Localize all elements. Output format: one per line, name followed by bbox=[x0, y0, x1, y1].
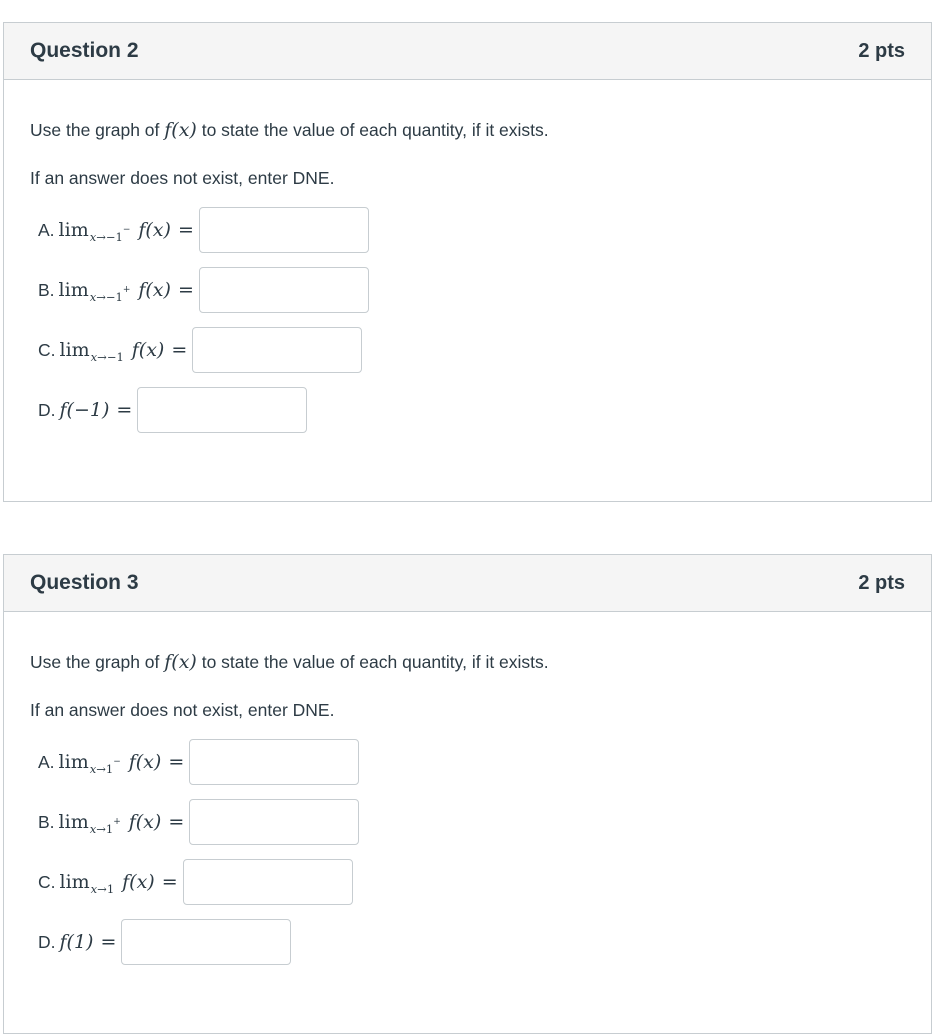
part-a bbox=[38, 207, 369, 253]
question-2-card bbox=[3, 22, 932, 502]
prompt-text-after: to state the value of each quantity, if it exists. bbox=[196, 120, 549, 140]
answer-input[interactable] bbox=[121, 919, 291, 965]
func-expr: f(−1) bbox=[59, 399, 110, 421]
prompt-func: f bbox=[164, 651, 172, 673]
part-letter: A. bbox=[38, 219, 55, 240]
sub-val: 1 bbox=[106, 881, 115, 896]
part-c bbox=[38, 859, 353, 905]
func-expr: f(x) bbox=[131, 339, 165, 361]
sub-arrow: → bbox=[97, 349, 107, 364]
part-letter: D. bbox=[38, 931, 56, 952]
sub-var: x bbox=[89, 229, 97, 244]
equals-sign: = bbox=[177, 279, 194, 301]
func-expr: f(x) bbox=[122, 871, 155, 893]
part-d bbox=[38, 919, 291, 965]
lim-subscript bbox=[89, 224, 131, 244]
part-letter: B. bbox=[38, 279, 55, 300]
answer-input[interactable] bbox=[199, 267, 369, 313]
question-3-card bbox=[3, 554, 932, 1034]
lim-text: lim bbox=[59, 871, 90, 893]
lim-subscript bbox=[89, 284, 131, 304]
lim-subscript bbox=[89, 756, 121, 776]
answer-input[interactable] bbox=[192, 327, 362, 373]
equals-sign: = bbox=[116, 399, 133, 421]
part-letter: A. bbox=[38, 751, 55, 772]
prompt-text-before: Use the graph of bbox=[30, 652, 165, 672]
func-expr: f(x) bbox=[138, 279, 171, 301]
prompt-arg: (x) bbox=[171, 119, 197, 141]
lim-text: lim bbox=[59, 339, 90, 361]
sub-dir: + bbox=[122, 284, 131, 295]
part-b bbox=[38, 267, 369, 313]
prompt-func: f bbox=[164, 119, 172, 141]
sub-val: −1 bbox=[106, 349, 124, 364]
func-expr: f(x) bbox=[138, 219, 171, 241]
question-instruction: If an answer does not exist, enter DNE. bbox=[30, 168, 335, 188]
part-a bbox=[38, 739, 359, 785]
answer-input[interactable] bbox=[189, 739, 359, 785]
sub-var: x bbox=[90, 349, 98, 364]
sub-arrow: → bbox=[96, 821, 106, 836]
part-letter: C. bbox=[38, 871, 56, 892]
sub-dir: + bbox=[113, 816, 121, 827]
sub-var: x bbox=[89, 821, 97, 836]
sub-dir: − bbox=[113, 756, 121, 767]
question-prompt bbox=[30, 119, 549, 141]
part-c bbox=[38, 327, 362, 373]
question-prompt bbox=[30, 651, 549, 673]
equals-sign: = bbox=[168, 811, 185, 833]
sub-val: 1 bbox=[105, 761, 114, 776]
lim-text: lim bbox=[58, 811, 89, 833]
lim-text: lim bbox=[58, 279, 89, 301]
lim-subscript bbox=[91, 349, 124, 364]
answer-input[interactable] bbox=[183, 859, 353, 905]
lim-subscript bbox=[91, 881, 114, 896]
part-letter: C. bbox=[38, 339, 56, 360]
prompt-text-after: to state the value of each quantity, if it exists. bbox=[196, 652, 549, 672]
part-d bbox=[38, 387, 307, 433]
question-title: Question 2 bbox=[30, 39, 139, 62]
func-expr: f(x) bbox=[128, 751, 162, 773]
prompt-text-before: Use the graph of bbox=[30, 120, 165, 140]
lim-text: lim bbox=[58, 219, 89, 241]
sub-var: x bbox=[89, 761, 97, 776]
question-header bbox=[4, 555, 931, 612]
equals-sign: = bbox=[168, 751, 185, 773]
sub-arrow: → bbox=[96, 229, 106, 244]
question-instruction: If an answer does not exist, enter DNE. bbox=[30, 700, 335, 720]
question-header bbox=[4, 23, 931, 80]
sub-arrow: → bbox=[96, 761, 106, 776]
question-title: Question 3 bbox=[30, 571, 139, 594]
part-letter: D. bbox=[38, 399, 56, 420]
func-expr: f(1) bbox=[59, 931, 94, 953]
sub-dir: − bbox=[122, 224, 131, 235]
lim-subscript bbox=[89, 816, 121, 836]
lim-text: lim bbox=[58, 751, 89, 773]
sub-var: x bbox=[90, 881, 98, 896]
equals-sign: = bbox=[177, 219, 194, 241]
prompt-arg: (x) bbox=[171, 651, 197, 673]
question-points: 2 pts bbox=[858, 39, 905, 62]
sub-arrow: → bbox=[96, 289, 106, 304]
sub-val: −1 bbox=[105, 229, 123, 244]
equals-sign: = bbox=[100, 931, 117, 953]
part-b bbox=[38, 799, 359, 845]
answer-input[interactable] bbox=[189, 799, 359, 845]
part-letter: B. bbox=[38, 811, 55, 832]
answer-input[interactable] bbox=[199, 207, 369, 253]
question-points: 2 pts bbox=[858, 571, 905, 594]
sub-var: x bbox=[89, 289, 97, 304]
equals-sign: = bbox=[171, 339, 188, 361]
func-expr: f(x) bbox=[128, 811, 162, 833]
sub-val: −1 bbox=[105, 289, 123, 304]
equals-sign: = bbox=[161, 871, 178, 893]
sub-val: 1 bbox=[105, 821, 114, 836]
answer-input[interactable] bbox=[137, 387, 307, 433]
sub-arrow: → bbox=[97, 881, 107, 896]
